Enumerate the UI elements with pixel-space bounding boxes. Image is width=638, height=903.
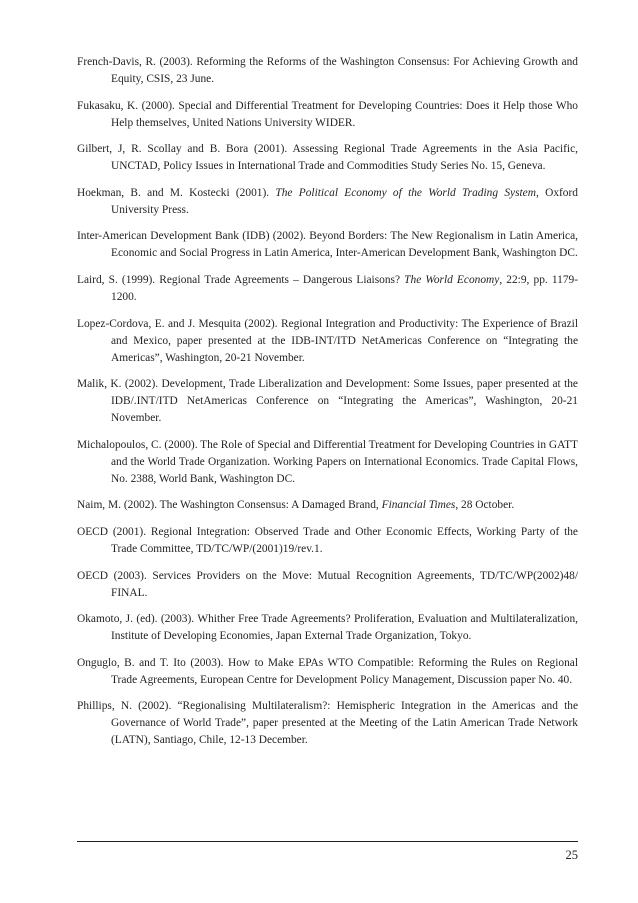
reference-entry: [77, 316, 578, 367]
reference-text: Lopez-Cordova, E. and J. Mesquita (2002). Regional Integration and Productivity: The Experience of Brazil and Mexico, paper presented at the IDB-INT/ITD NetAmericas Conference on “Integrating the Americas”, Washington, 20-21 November.: [77, 317, 578, 364]
reference-text: Naim, M. (2002). The Washington Consensus: A Damaged Brand,: [77, 499, 382, 512]
reference-italic-title: The Political Economy of the World Trading System: [275, 186, 536, 199]
reference-list: [77, 54, 578, 759]
reference-text: OECD (2003). Services Providers on the Move: Mutual Recognition Agreements, TD/TC/WP(2002)48/ FINAL.: [77, 569, 578, 599]
reference-text: Phillips, N. (2002). “Regionalising Multilateralism?: Hemispheric Integration in the Americas and the Governance of World Trade”, paper presented at the Meeting of the Latin American Trade Network (LATN), Santiago, Chile, 12-13 December.: [77, 700, 578, 747]
reference-text: Gilbert, J, R. Scollay and B. Bora (2001). Assessing Regional Trade Agreements in the Asia Pacific, UNCTAD, Policy Issues in International Trade and Commodities Study Series No. 15, Geneva.: [77, 143, 578, 173]
reference-text: Okamoto, J. (ed). (2003). Whither Free Trade Agreements? Proliferation, Evaluation and Multilateralization, Institute of Developing Economies, Japan External Trade Organization, Tokyo.: [77, 613, 578, 643]
reference-text: Michalopoulos, C. (2000). The Role of Special and Differential Treatment for Developing Countries in GATT and the World Trade Organization. Working Papers on International Economics. Trade Capital Flows, No. 2388, World Bank, Washington DC.: [77, 438, 578, 485]
reference-entry: [77, 228, 578, 262]
reference-entry: [77, 185, 578, 219]
reference-text: OECD (2001). Regional Integration: Observed Trade and Other Economic Effects, Working Party of the Trade Committee, TD/TC/WP/(2001)19/rev.1.: [77, 525, 578, 555]
reference-text: Malik, K. (2002). Development, Trade Liberalization and Development: Some Issues, paper presented at the IDB/.INT/ITD NetAmericas Conference on “Integrating the Americas”, Washington, 20-21 November.: [77, 378, 578, 425]
reference-italic-title: The World Economy: [404, 273, 500, 286]
reference-entry: [77, 568, 578, 602]
reference-entry: [77, 98, 578, 132]
reference-text: Laird, S. (1999). Regional Trade Agreements – Dangerous Liaisons?: [77, 273, 405, 286]
reference-entry: [77, 272, 578, 306]
reference-entry: [77, 698, 578, 749]
reference-entry: [77, 376, 578, 427]
reference-text: French-Davis, R. (2003). Reforming the Reforms of the Washington Consensus: For Achieving Growth and Equity, CSIS, 23 June.: [77, 56, 578, 85]
reference-entry: [77, 497, 578, 514]
reference-text: Onguglo, B. and T. Ito (2003). How to Make EPAs WTO Compatible: Reforming the Rules on Regional Trade Agreements, European Centre for Development Policy Management, Discussion paper No. 40.: [77, 656, 578, 686]
reference-entry: [77, 141, 578, 175]
page-number: 25: [565, 848, 578, 862]
reference-text: Hoekman, B. and M. Kostecki (2001).: [77, 186, 276, 199]
reference-entry: [77, 655, 578, 689]
footer-rule: [77, 841, 578, 842]
reference-italic-title: Financial Times: [381, 499, 456, 512]
reference-entry: [77, 437, 578, 488]
reference-text: Fukasaku, K. (2000). Special and Differential Treatment for Developing Countries: Does it Help those Who Help themselves, United Nations University WIDER.: [77, 99, 578, 129]
reference-entry: [77, 54, 578, 88]
reference-entry: [77, 524, 578, 558]
reference-text-tail: , 22:9, pp. 1179-1200.: [111, 273, 579, 303]
reference-text-tail: , Oxford University Press.: [111, 186, 578, 216]
reference-text: Inter-American Development Bank (IDB) (2002). Beyond Borders: The New Regionalism in Latin America, Economic and Social Progress in Latin America, Inter-American Development Bank, Washington DC.: [77, 230, 578, 260]
reference-text-tail: , 28 October.: [455, 499, 515, 512]
reference-entry: [77, 611, 578, 645]
